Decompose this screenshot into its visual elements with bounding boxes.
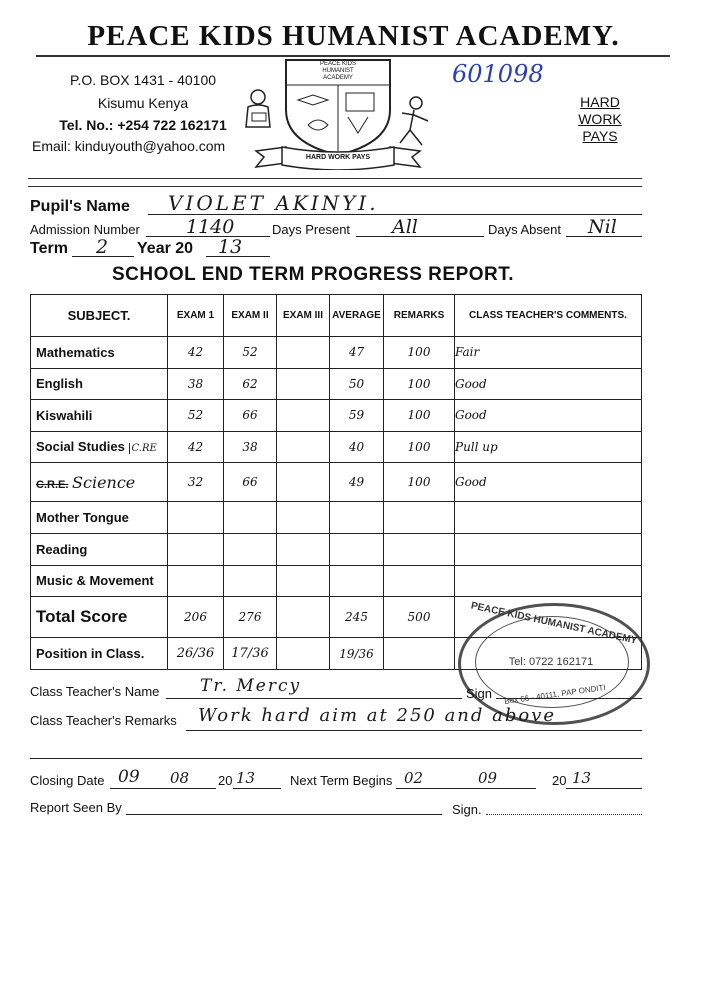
exam2-cell [224,502,277,534]
remarks-cell: 100 [384,463,455,502]
comment-cell: Good [455,463,642,502]
table-row [31,337,642,369]
total-remarks: 500 [384,597,455,638]
subject-cell [31,463,168,502]
days-absent-label: Days Absent [488,222,561,237]
remarks-cell: 100 [384,368,455,400]
closing-date-label: Closing Date [30,773,105,788]
exam2-cell: 38 [224,431,277,463]
pupil-name-value: VIOLET AKINYI. [168,191,379,215]
next-month: 09 [478,769,498,787]
next-year-prefix: 20 [552,773,567,788]
school-name: PEACE KIDS HUMANIST ACADEMY. [87,20,620,52]
comment-cell: Fair [455,337,642,369]
teacher-remarks-line [186,730,642,731]
exam3-cell [277,368,330,400]
position-average: 19/36 [330,638,384,670]
average-cell: 47 [330,337,384,369]
exam1-cell [168,533,224,565]
average-cell: 40 [330,431,384,463]
exam2-cell [224,533,277,565]
teacher-remarks-value: Work hard aim at 250 and above [198,705,557,726]
subject-cell: Music & Movement [31,565,168,597]
subject-label: C.R.E. [36,478,69,491]
comment-cell [455,565,642,597]
subject-cell: Mother Tongue [31,502,168,534]
exam3-cell [277,400,330,432]
closing-year-line [233,788,281,789]
crest-text-3: ACADEMY [323,75,353,81]
table-row [31,463,642,502]
position-label: Position in Class. [31,638,168,670]
table-row [31,533,642,565]
closing-month: 08 [170,769,190,787]
city: Kisumu Kenya [97,95,189,111]
table-row [31,400,642,432]
pupil-name-label: Pupil's Name [30,198,130,215]
exam2-cell: 66 [224,463,277,502]
closing-year-prefix: 20 [218,773,233,788]
header-exam2: EXAM II [224,295,277,337]
position-exam3 [277,638,330,670]
crest-motto: HARD WORK PAYS [305,154,371,161]
days-present-value: All [392,216,418,238]
seen-by-label: Report Seen By [30,800,122,815]
closing-day: 09 [118,767,140,787]
total-exam3 [277,597,330,638]
exam1-cell: 42 [168,337,224,369]
position-exam2: 17/36 [224,638,277,670]
next-month-line [456,788,536,789]
closing-month-line [160,788,216,789]
comment-cell [455,533,642,565]
days-present-label: Days Present [272,222,351,237]
sign2-label: Sign. [452,802,482,817]
next-year: 13 [572,769,592,787]
remarks-cell [384,565,455,597]
next-year-line [566,788,642,789]
comment-cell: Pull up [455,431,642,463]
motto-line-1: HARD [580,94,620,110]
exam1-cell: 38 [168,368,224,400]
exam1-cell [168,502,224,534]
next-day: 02 [404,769,424,787]
table-row [31,431,642,463]
total-exam1: 206 [168,597,224,638]
header-divider-1 [28,178,642,179]
subject-cell: Mathematics [31,337,168,369]
exam2-cell: 62 [224,368,277,400]
school-crest [238,55,438,170]
exam3-cell [277,431,330,463]
average-cell [330,502,384,534]
header-divider-2 [28,186,642,187]
motto-line-3: PAYS [582,128,618,144]
header-subject: SUBJECT. [31,295,168,337]
average-cell: 50 [330,368,384,400]
remarks-line-2 [30,758,642,759]
header-remarks: REMARKS [384,295,455,337]
stamp-bottom-text: Box 66 - 40111, PAP ONDITI [503,682,607,707]
remarks-cell: 100 [384,337,455,369]
average-cell [330,533,384,565]
admission-value: 1140 [186,216,235,238]
telephone: Tel. No.: +254 722 162171 [59,117,227,133]
subject-cell [31,431,168,463]
remarks-cell [384,533,455,565]
teacher-name-line [166,698,462,699]
exam1-cell [168,565,224,597]
header-exam1: EXAM 1 [168,295,224,337]
exam3-cell [277,463,330,502]
sign-label: Sign [466,686,493,701]
term-label: Term [30,240,68,257]
exam3-cell [277,337,330,369]
header-average: AVERAGE [330,295,384,337]
term-value: 2 [96,236,109,258]
exam2-cell: 52 [224,337,277,369]
exam2-cell [224,565,277,597]
sign2-line [486,814,642,815]
table-row [31,565,642,597]
total-exam2: 276 [224,597,277,638]
table-row [31,502,642,534]
table-row [31,368,642,400]
remarks-cell [384,502,455,534]
exam1-cell: 52 [168,400,224,432]
average-cell: 59 [330,400,384,432]
crest-text-1: PEACE KIDS [319,61,356,67]
subject-note: Science [72,472,136,492]
days-absent-value: Nil [588,216,617,238]
exam3-cell [277,533,330,565]
motto [575,94,625,145]
header-comments: CLASS TEACHER'S COMMENTS. [455,295,642,337]
seen-by-line [126,814,442,815]
teacher-name-label: Class Teacher's Name [30,684,160,699]
year-label: Year 20 [137,240,194,257]
teacher-name-value: Tr. Mercy [200,676,302,696]
motto-line-2: WORK [578,111,622,127]
position-exam1: 26/36 [168,638,224,670]
year-value: 13 [218,236,243,258]
days-present-line [356,236,484,237]
stamp-top-text: PEACE KIDS HUMANIST ACADEMY [469,600,639,647]
subject-cell: Reading [31,533,168,565]
next-term-label: Next Term Begins [290,773,393,788]
remarks-cell: 100 [384,400,455,432]
exam3-cell [277,502,330,534]
admission-label: Admission Number [30,222,140,237]
total-average: 245 [330,597,384,638]
exam1-cell: 32 [168,463,224,502]
remarks-cell: 100 [384,431,455,463]
subject-note: C.RE [129,443,157,454]
po-box: P.O. BOX 1431 - 40100 [69,72,217,88]
average-cell [330,565,384,597]
table-header-row [31,295,642,337]
exam2-cell: 66 [224,400,277,432]
exam1-cell: 42 [168,431,224,463]
stamp-tel: Tel: 0722 162171 [508,656,594,668]
subject-label: Social Studies [36,439,125,455]
total-label: Total Score [31,597,168,638]
header-exam3: EXAM III [277,295,330,337]
teacher-remarks-label: Class Teacher's Remarks [30,713,177,728]
comment-cell [455,502,642,534]
position-remarks [384,638,455,670]
subject-cell: English [31,368,168,400]
exam3-cell [277,565,330,597]
average-cell: 49 [330,463,384,502]
email: Email: kinduyouth@yahoo.com [32,138,226,154]
comment-cell: Good [455,368,642,400]
subject-cell: Kiswahili [31,400,168,432]
next-day-line [396,788,456,789]
closing-year: 13 [236,769,256,787]
crest-text-2: HUMANIST [322,68,354,74]
comment-cell: Good [455,400,642,432]
closing-day-line [110,788,160,789]
sign-line [496,698,642,699]
report-title: SCHOOL END TERM PROGRESS REPORT. [112,264,515,285]
handwritten-number: 601098 [452,60,544,88]
